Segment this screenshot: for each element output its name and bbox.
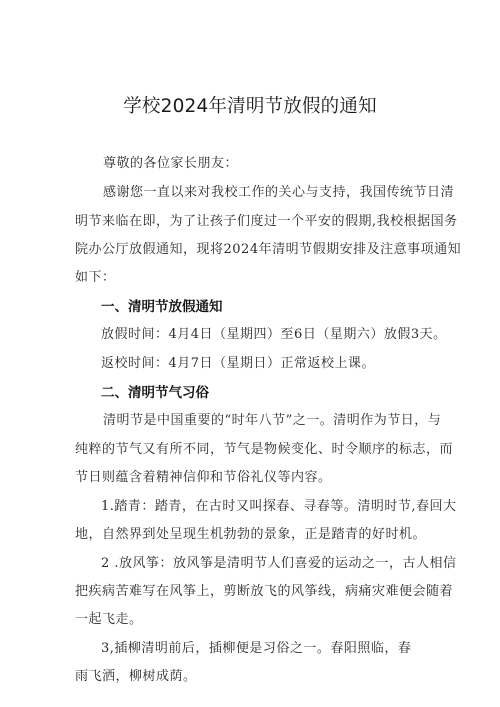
return-time-line: 返校时间：4月7日（星期日）正常返校上课。 [101,356,376,371]
document-title: 学校2024年清明节放假的通知 [123,96,377,117]
custom-item-line: 一起飞走。 [75,612,143,627]
intro-line: 明节来临在即，为了让孩子们度过一个平安的假期,我校根据国务 [75,214,458,229]
custom-item-line: 把疾病苦难写在风筝上，剪断放飞的风筝线，病痛灾难便会随着 [75,584,454,599]
intro-line: 如下： [75,270,116,285]
customs-para-line: 纯粹的节气又有所不同，节气是物候变化、时令顺序的标志，而 [75,442,454,457]
section-heading-holiday: 一、清明节放假通知 [101,299,223,315]
intro-line: 院办公厅放假通知，现将2024年清明节假期安排及注意事项通知 [75,242,462,257]
intro-line: 感谢您一直以来对我校工作的关心与支持，我国传统节日清 [103,185,455,200]
custom-item-line: 地，自然界到处呈现生机勃勃的景象，正是踏青的好时机。 [75,527,427,542]
section-heading-customs: 二、清明节气习俗 [101,385,209,401]
custom-item-line: 1.踏青：踏青，在古时又叫探春、寻春等。清明时节,春回大 [101,499,457,514]
holiday-time-line: 放假时间：4月4日（星期四）至6日（星期六）放假3天。 [101,327,447,342]
customs-para-line: 清明节是中国重要的“时年八节”之一。清明作为节日，与 [103,413,442,428]
customs-para-line: 节日则蕴含着精神信仰和节俗礼仪等内容。 [75,470,332,485]
custom-item-line: 雨飞洒，柳树成荫。 [75,669,197,684]
custom-item-line: 3,插柳清明前后，插柳便是习俗之一。春阳照临，春 [101,641,412,656]
custom-item-line: 2 .放风筝：放风筝是清明节人们喜爱的运动之一，古人相信 [101,556,457,571]
salutation: 尊敬的各位家长朋友： [103,156,239,171]
